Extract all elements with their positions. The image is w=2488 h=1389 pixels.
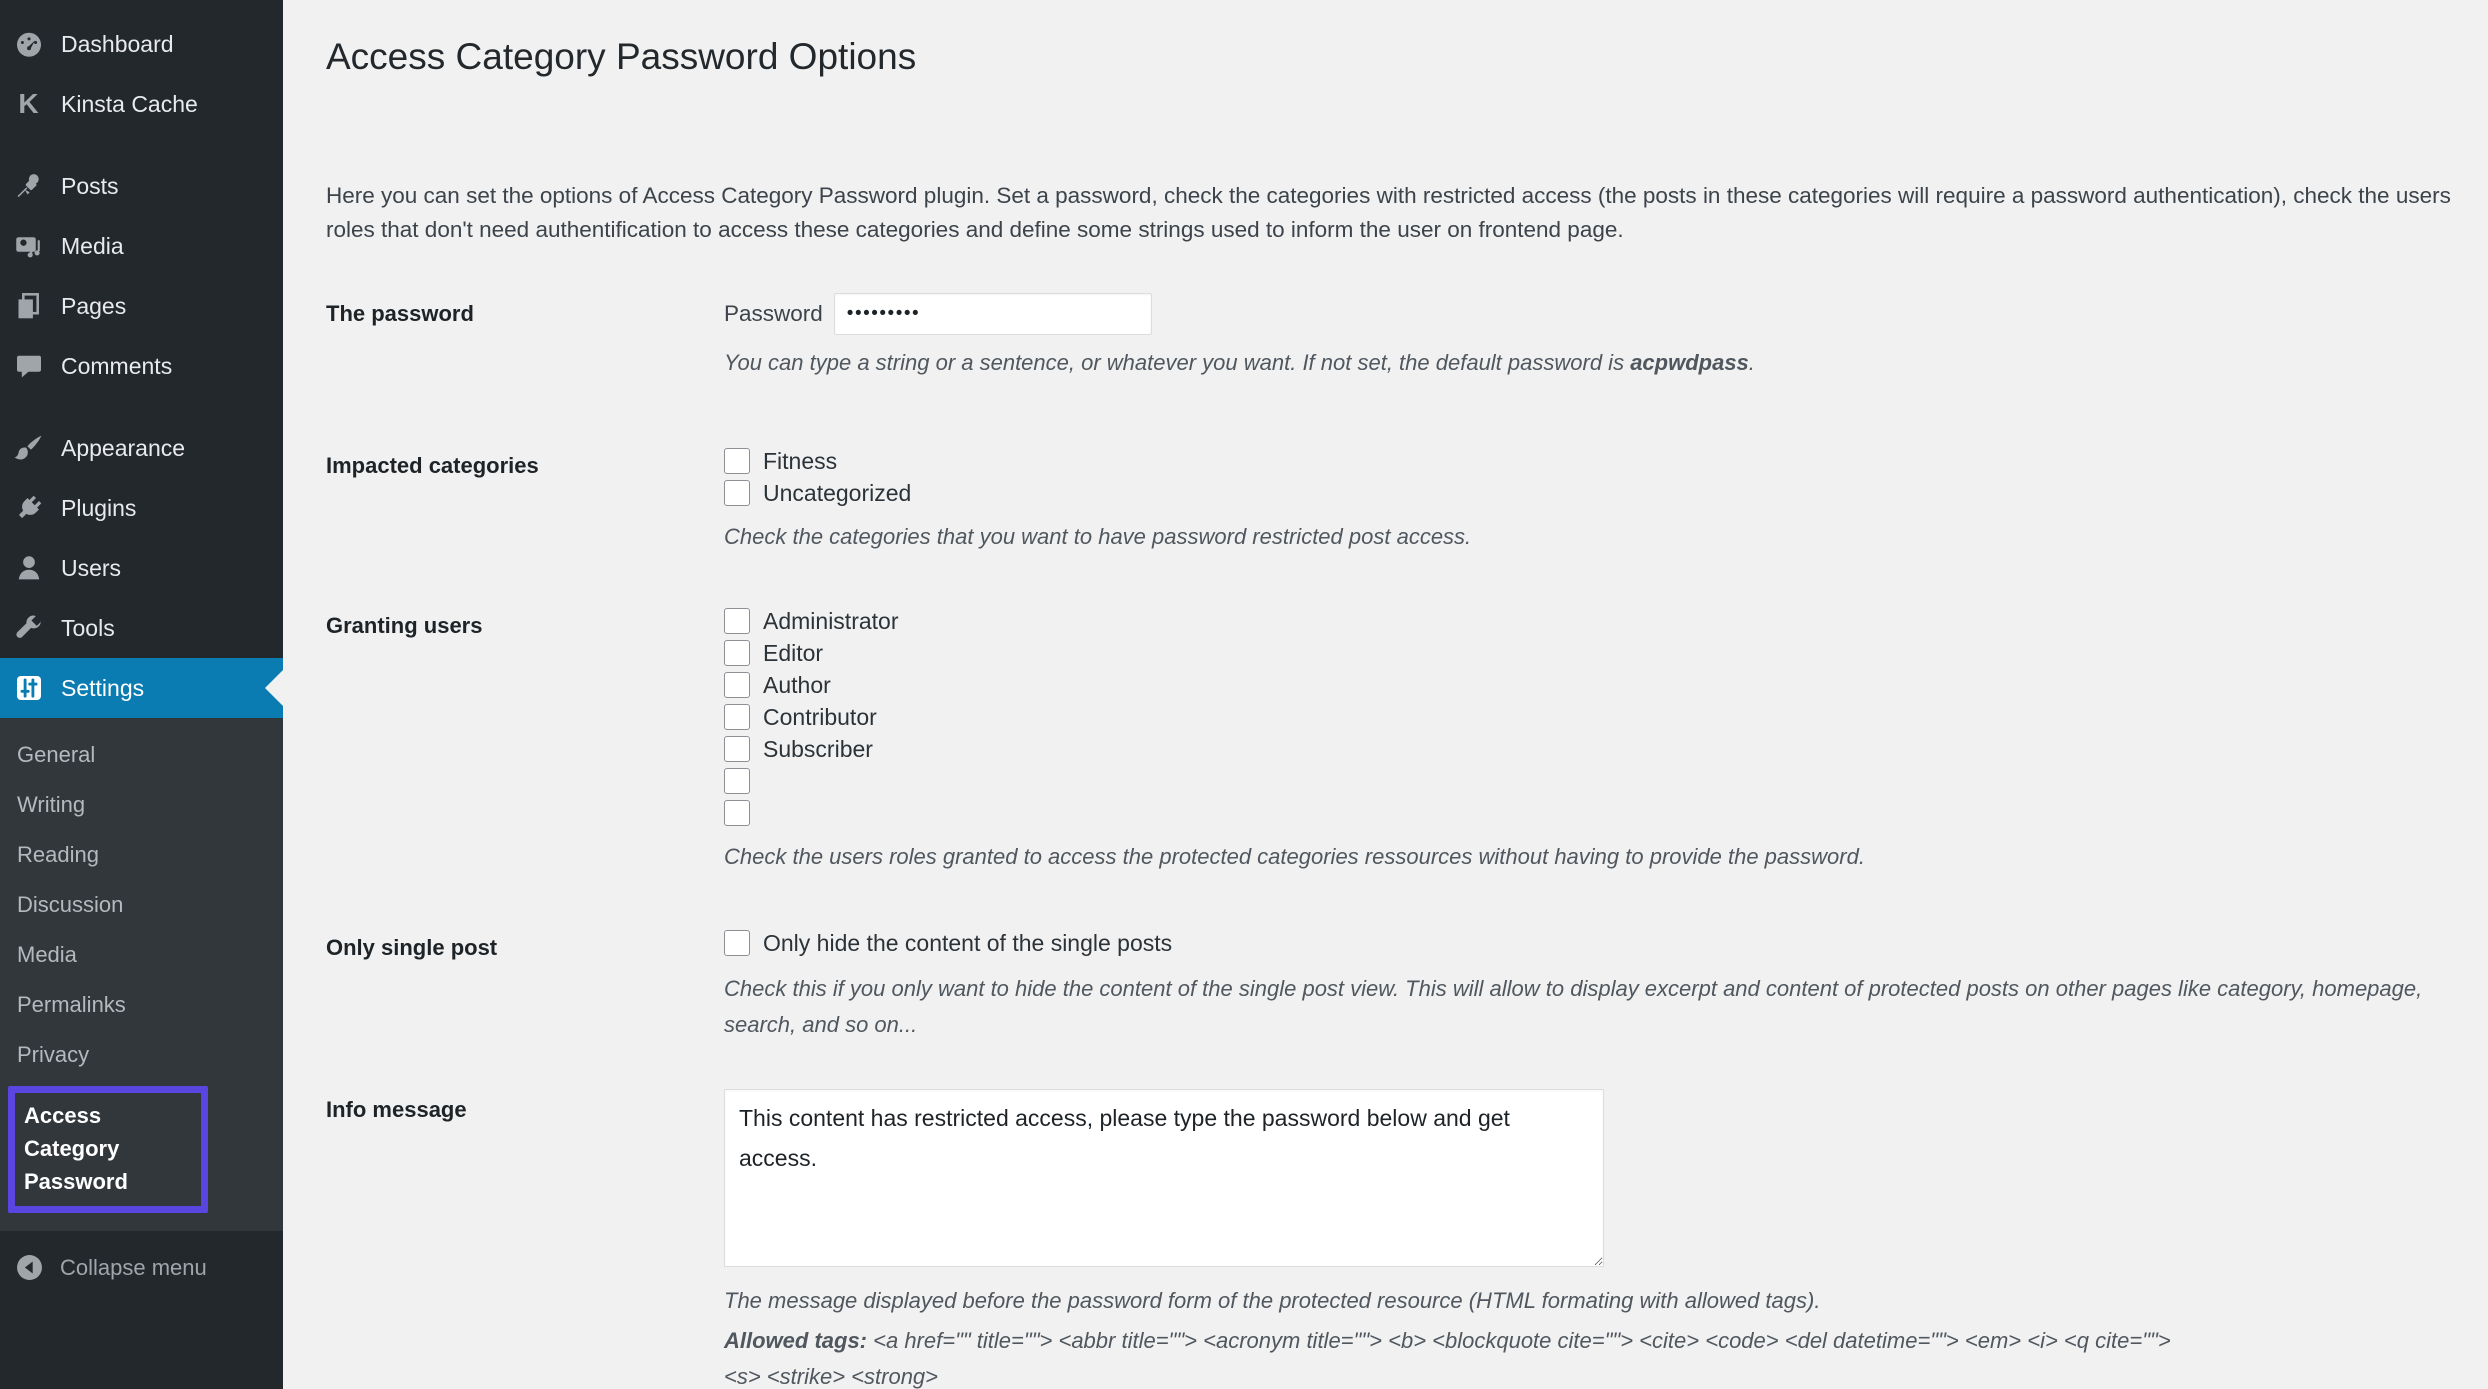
single-post-row [326,927,2470,1043]
categories-row [326,445,2470,551]
pages-icon [13,291,44,322]
sidebar-item-label: Tools [61,614,115,641]
sidebar-item-media[interactable] [0,216,283,276]
allowed-tags-overflow: <s> <strike> <strong> [724,1364,939,1389]
sidebar-item-label: Users [61,554,122,581]
sidebar-item-pages[interactable] [0,276,283,336]
submenu-item-media[interactable]: Media [17,942,77,967]
menu-separator [0,134,283,156]
category-option[interactable] [724,477,2470,509]
sidebar-item-tools[interactable] [0,598,283,658]
plug-icon [13,493,44,524]
submenu-item-privacy[interactable]: Privacy [17,1042,90,1067]
single-post-row-label: Only single post [326,935,498,960]
sidebar-item-label: Dashboard [61,30,174,57]
kinsta-icon: K [18,88,39,119]
collapse-menu-label: Collapse menu [60,1254,207,1280]
submenu-item-permalinks[interactable]: Permalinks [17,992,126,1017]
sidebar-item-label: Posts [61,172,119,199]
checkbox-author[interactable] [724,672,750,698]
sidebar-item-comments[interactable] [0,336,283,396]
checkbox-label[interactable]: Editor [763,639,824,666]
submenu-item-general[interactable]: General [17,742,96,767]
user-icon [13,553,44,584]
comment-bubble-icon [13,351,44,382]
role-option[interactable] [724,605,2470,637]
checkbox-label[interactable]: Administrator [763,607,899,634]
settings-submenu [0,718,283,1231]
roles-row [326,605,2470,871]
menu-separator [0,396,283,418]
password-row [326,293,2470,377]
admin-menu [0,0,283,1292]
checkbox-administrator[interactable] [724,608,750,634]
checkbox-only-single-post[interactable] [724,930,750,956]
role-option[interactable] [724,733,2470,765]
single-post-option[interactable] [724,927,2470,959]
info-message-textarea[interactable] [724,1089,1604,1267]
submenu-item-reading[interactable]: Reading [17,842,99,867]
sidebar-item-label: Pages [61,292,127,319]
role-option[interactable] [724,765,2470,797]
checkbox-editor[interactable] [724,640,750,666]
paintbrush-icon [13,433,44,464]
page-title: Access Category Password Options [326,36,917,77]
roles-row-label: Granting users [326,613,483,638]
checkbox-label[interactable]: Author [763,671,831,698]
info-message-note: The message displayed before the password form of the protected resource (HTML formating with allowed tags). [724,1288,1821,1313]
sidebar-item-users[interactable] [0,538,283,598]
submenu-item-access-category-password[interactable]: Access Category Password [24,1103,128,1194]
page-intro: Here you can set the options of Access Category Password plugin. Set a password, check the categories with restricted access (the posts in these categories will require a password authentication), check the users roles that don't need authentification to access these categories and define some strings used to inform the user on frontend page. [326,183,2451,242]
pushpin-icon [13,171,44,202]
submenu-item-discussion[interactable]: Discussion [17,892,124,917]
checkbox-contributor[interactable] [724,704,750,730]
sidebar-item-settings[interactable] [0,658,283,718]
wrench-icon [13,613,44,644]
checkbox-label[interactable]: Only hide the content of the single posts [763,929,1173,956]
sidebar-item-label: Plugins [61,494,137,521]
info-message-row-label: Info message [326,1097,467,1122]
checkbox-label[interactable]: Contributor [763,703,877,730]
collapse-menu-button[interactable] [0,1243,283,1292]
dashboard-icon [13,29,44,60]
submenu-item-writing[interactable]: Writing [17,792,86,817]
checkbox-label[interactable]: Uncategorized [763,479,912,506]
checkbox-label[interactable]: Subscriber [763,735,873,762]
allowed-tags-label: Allowed tags: [724,1328,874,1353]
password-input[interactable] [834,293,1152,335]
category-option[interactable] [724,445,2470,477]
sidebar-item-label: Settings [61,674,145,701]
role-option[interactable] [724,701,2470,733]
sidebar-item-posts[interactable] [0,156,283,216]
role-option[interactable] [724,669,2470,701]
checkbox-label[interactable]: Fitness [763,447,838,474]
sidebar-item-dashboard[interactable] [0,14,283,74]
checkbox-unlabeled-role-2[interactable] [724,800,750,826]
sidebar-item-appearance[interactable] [0,418,283,478]
password-field-label: Password [724,301,823,326]
role-option[interactable] [724,797,2470,829]
sidebar-item-label: Media [61,232,124,259]
camera-icon [13,231,44,262]
password-row-label: The password [326,301,474,326]
allowed-tags-list: <a href="" title=""> <abbr title=""> <acronym title=""> <b> <blockquote cite=""> <cite> <code> <del datetime=""> <em> <i> <q cite=""> [873,1328,2171,1353]
categories-row-label: Impacted categories [326,453,539,478]
sidebar-item-label: Appearance [61,434,186,461]
settings-page [283,0,2488,1389]
admin-sidebar [0,0,283,1389]
access-category-password-highlight-box [8,1086,208,1213]
options-form [326,293,2470,1389]
sidebar-item-kinsta-cache[interactable] [0,74,283,134]
info-message-row [326,1089,2470,1389]
sidebar-item-label: Comments [61,352,173,379]
settings-sliders-icon [13,673,44,704]
checkbox-fitness[interactable] [724,448,750,474]
collapse-arrow-icon [15,1253,44,1282]
single-post-note: Check this if you only want to hide the content of the single post view. This will allow to display excerpt and content of protected posts on other pages like category, homepage, search, and so on... [724,976,2423,1037]
sidebar-item-label: Kinsta Cache [61,90,198,117]
checkbox-subscriber[interactable] [724,736,750,762]
roles-note: Check the users roles granted to access the protected categories ressources without having to provide the password. [724,844,1865,869]
password-note: You can type a string or a sentence, or whatever you want. If not set, the default password is acpwdpass. [724,350,1755,375]
sidebar-item-plugins[interactable] [0,478,283,538]
categories-note: Check the categories that you want to have password restricted post access. [724,524,1472,549]
checkbox-uncategorized[interactable] [724,480,750,506]
checkbox-unlabeled-role-1[interactable] [724,768,750,794]
allowed-tags-line [724,1323,2470,1389]
role-option[interactable] [724,637,2470,669]
